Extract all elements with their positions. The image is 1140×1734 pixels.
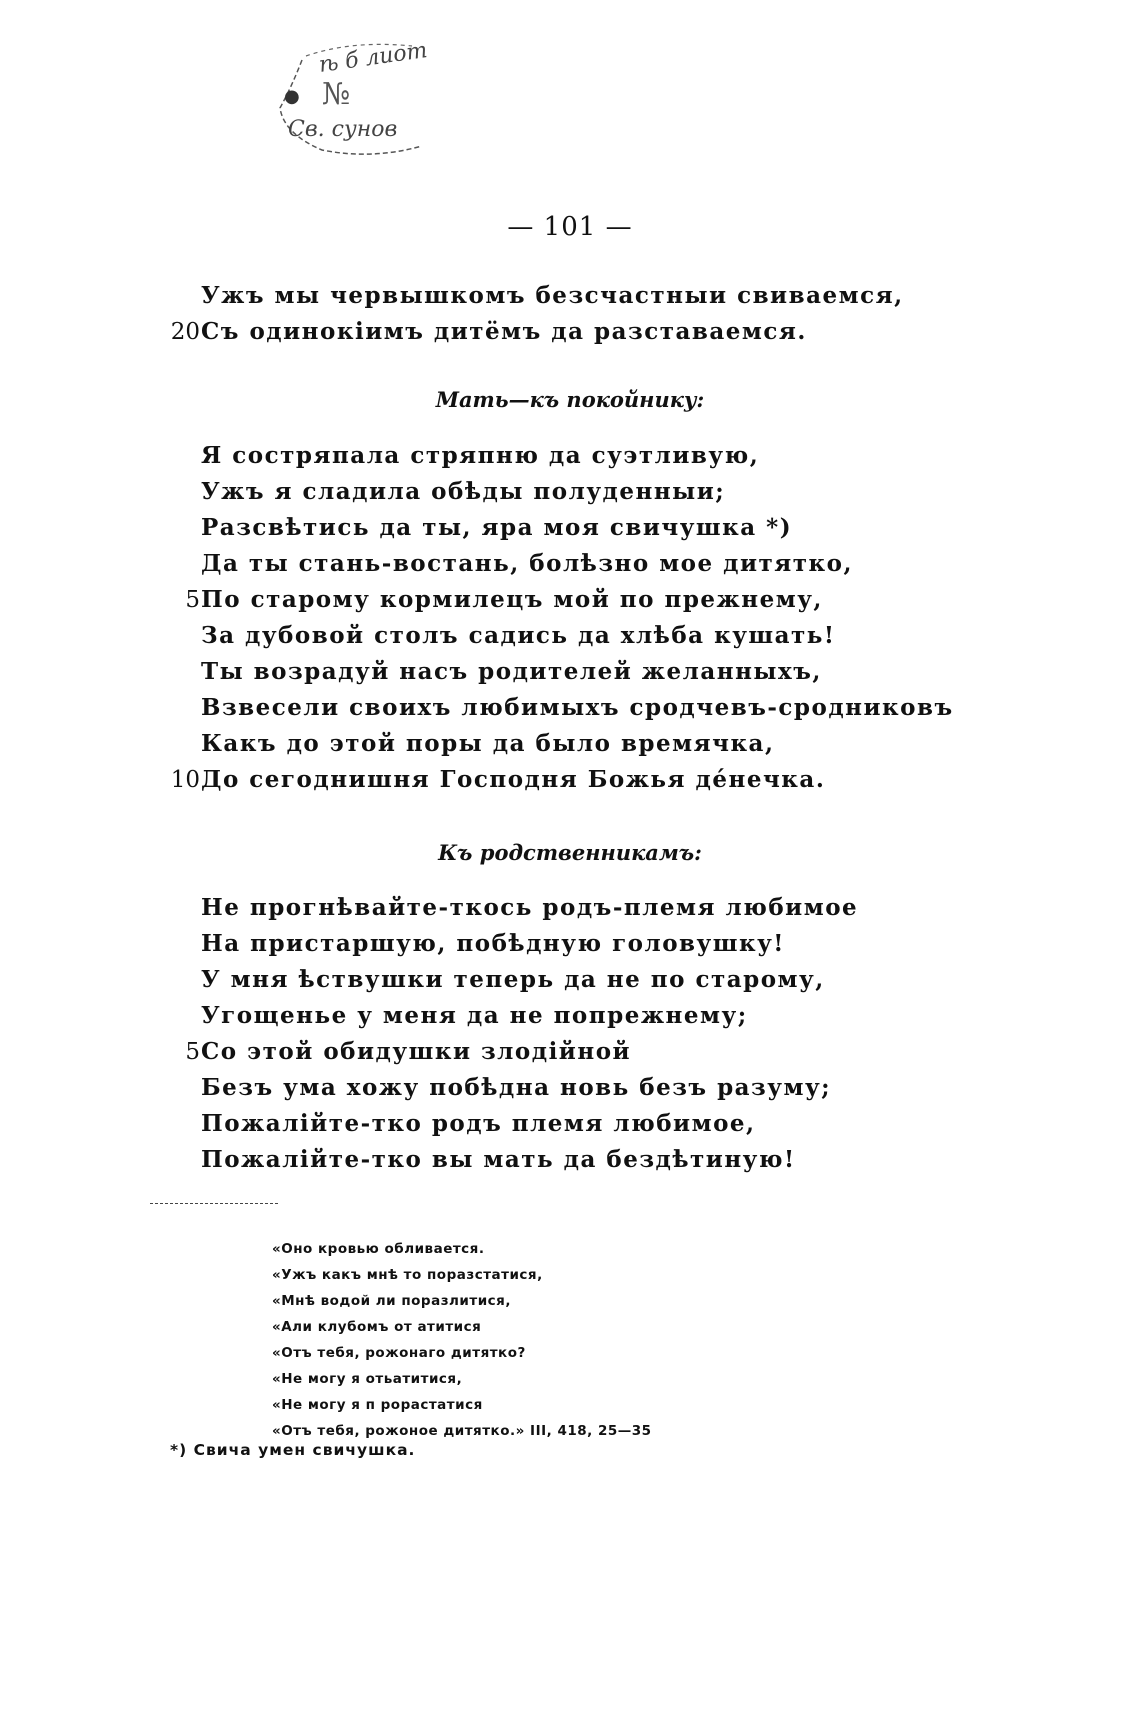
notes-separator [150, 1203, 278, 1204]
note-line [0, 1236, 1140, 1262]
verse-line [0, 510, 1140, 546]
svg-text:№: № [322, 77, 351, 112]
note-text: «Не могу я отьатитися, [272, 1371, 463, 1387]
verse-text: На пристаршую, побѣдную головушку! [201, 930, 785, 957]
verse-text: Пожалійте-тко родъ племя любимое, [201, 1110, 756, 1137]
note-text: «Не могу я п рорастатися [272, 1397, 483, 1413]
verse-text: Угощенье у меня да не попрежнему; [201, 1002, 748, 1029]
verse-text: Я состряпала стряпню да суэтливую, [201, 442, 760, 469]
note-text: «Ужъ какъ мнѣ то поразстатися, [272, 1267, 543, 1283]
verse-line [0, 278, 1140, 314]
line-number: 20 [170, 319, 200, 345]
verse-line [0, 690, 1140, 726]
svg-text:ѣ б лиот: ѣ б лиот [317, 38, 429, 78]
verse-text: Какъ до этой поры да было времячка, [201, 730, 775, 757]
verse-line [0, 962, 1140, 998]
line-number: 5 [185, 1039, 200, 1065]
note-line [0, 1340, 1140, 1366]
poem-to-relatives [0, 890, 1140, 1178]
verse-line [0, 890, 1140, 926]
notes-block [0, 1236, 1140, 1444]
note-line [0, 1288, 1140, 1314]
poem-mother-lament [0, 438, 1140, 798]
verse-line [0, 1070, 1140, 1106]
verse-line [0, 582, 1140, 618]
section-heading-mother: Мать—къ покойнику: [435, 387, 705, 412]
note-text: «Оно кровью обливается. [272, 1241, 485, 1257]
section-heading-relatives: Къ родственникамъ: [438, 840, 702, 865]
verse-text: По старому кормилецъ мой по прежнему, [201, 586, 823, 613]
verse-text: Съ одинокіимъ дитёмъ да разставаемся. [201, 318, 807, 345]
verse-line [0, 926, 1140, 962]
note-line [0, 1262, 1140, 1288]
note-line [0, 1366, 1140, 1392]
verse-line [0, 1142, 1140, 1178]
verse-line [0, 726, 1140, 762]
verse-text: Ужъ я сладила обѣды полуденныи; [201, 478, 726, 505]
svg-text:Св. сунов: Св. сунов [288, 117, 398, 142]
verse-text: У мня ѣствушки теперь да не по старому, [201, 966, 825, 993]
verse-line [0, 654, 1140, 690]
verse-line [0, 438, 1140, 474]
verse-text: Взвесели своихъ любимыхъ сродчевъ-сродниковъ [201, 694, 954, 721]
note-text: «Отъ тебя, рожонаго дитятко? [272, 1345, 526, 1361]
verse-text: Безъ ума хожу побѣдна новь безъ разуму; [201, 1074, 832, 1101]
verse-text: Ужъ мы червышкомъ безсчастныи свиваемся, [201, 282, 904, 309]
verse-text: За дубовой столъ садись да хлѣба кушать! [201, 622, 836, 649]
line-number: 5 [185, 587, 200, 613]
poem-top-lines [0, 278, 1140, 350]
verse-line [0, 546, 1140, 582]
verse-line [0, 1106, 1140, 1142]
verse-text: Со этой обидушки злодійной [201, 1038, 632, 1065]
verse-text: Да ты стань-востань, болѣзно мое дитятко, [201, 550, 853, 577]
note-line [0, 1314, 1140, 1340]
verse-line [0, 314, 1140, 350]
verse-line [0, 474, 1140, 510]
verse-text: До сегоднишня Господня Божья дéнечка. [201, 766, 826, 793]
verse-line [0, 762, 1140, 798]
note-text: «Отъ тебя, рожоное дитятко.» III, 418, 25—35 [272, 1423, 652, 1439]
line-number: 10 [170, 767, 200, 793]
library-stamp [262, 38, 472, 156]
verse-text: Ты возрадуй насъ родителей желанныхъ, [201, 658, 822, 685]
verse-text: Пожалійте-тко вы мать да бездѣтиную! [201, 1146, 796, 1173]
note-line [0, 1392, 1140, 1418]
verse-text: Не прогнѣвайте-ткось родъ-племя любимое [201, 894, 859, 921]
footnote: *) Свича умен свичушка. [170, 1441, 416, 1459]
verse-line [0, 998, 1140, 1034]
verse-line [0, 618, 1140, 654]
svg-text:●: ● [284, 86, 300, 107]
verse-text: Разсвѣтись да ты, яра моя свичушка *) [201, 514, 793, 541]
note-text: «Мнѣ водой ли поразлитися, [272, 1293, 511, 1309]
note-text: «Али клубомъ от атитися [272, 1319, 482, 1335]
page-number: — 101 — [507, 212, 633, 242]
verse-line [0, 1034, 1140, 1070]
